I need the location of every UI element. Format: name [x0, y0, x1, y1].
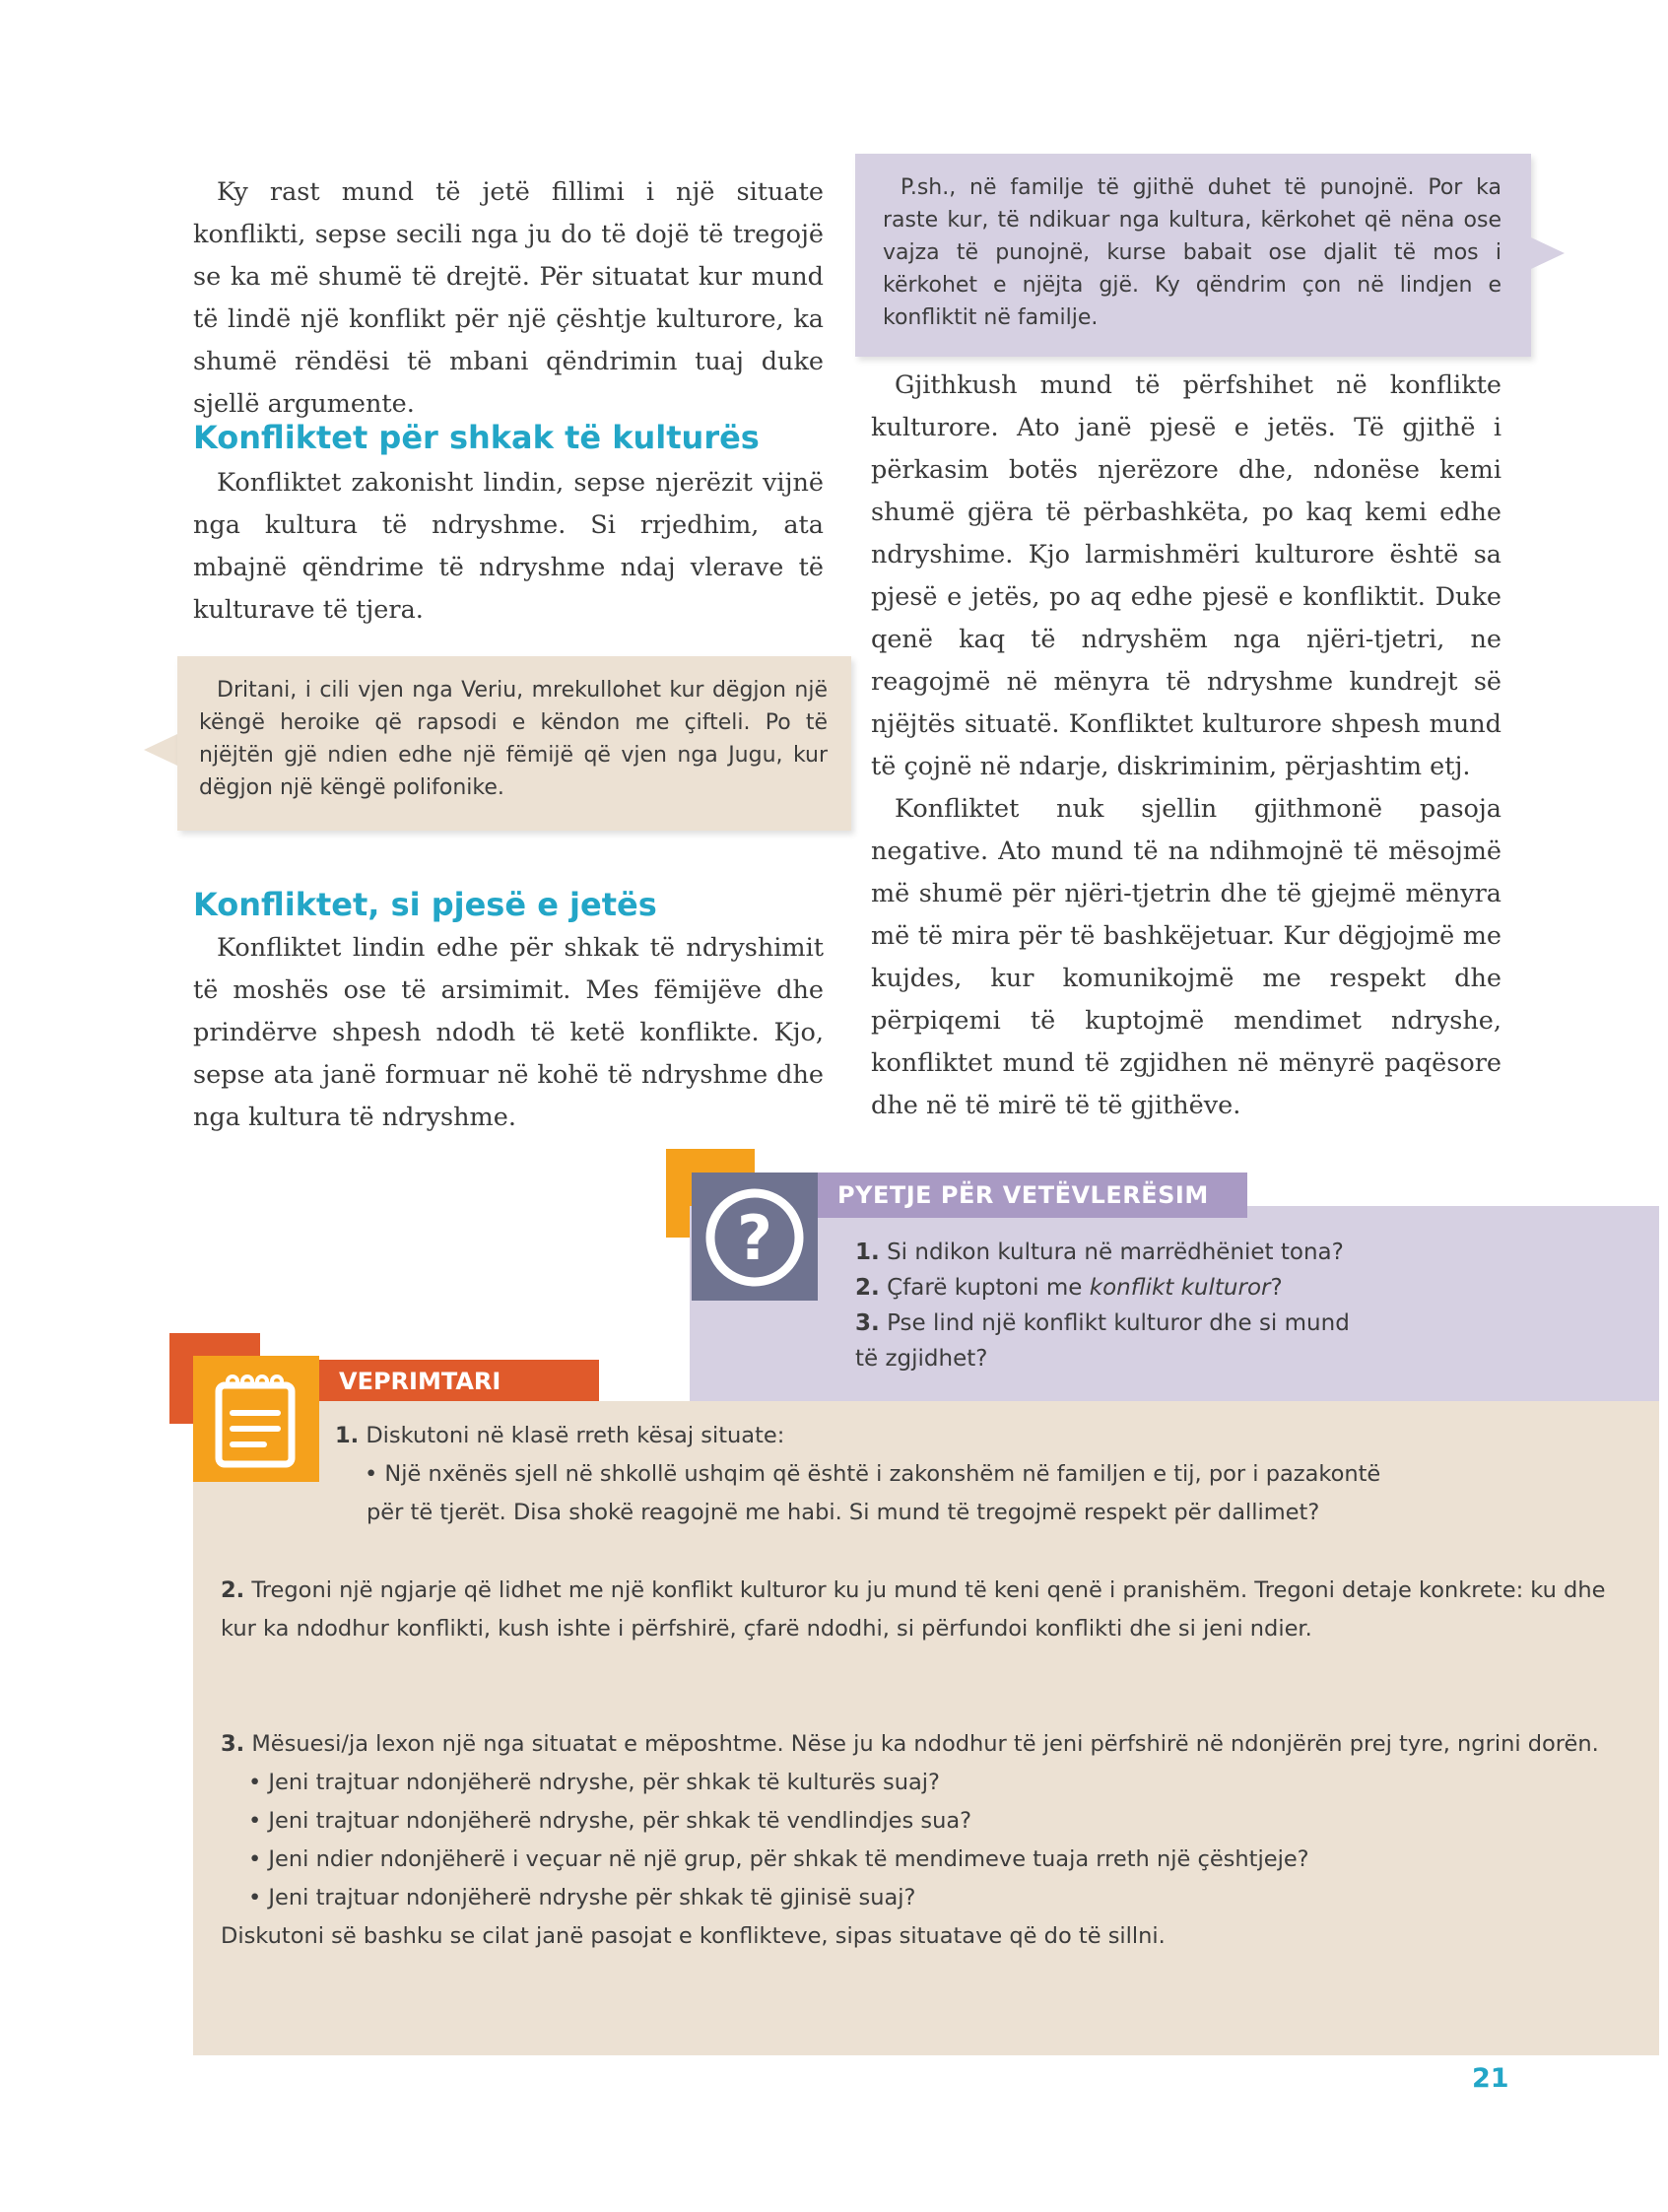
question-3-cont: të zgjidhet? — [855, 1346, 988, 1372]
activity-item-3: 3. Mësuesi/ja lexon një nga situatat e mëposhtme. Nëse ju ka ndodhur të jeni përfshirë në ndonjërën prej tyre, ngrini dorën. • Jeni trajtuar ndonjëherë ndryshe, për shkak të kulturës suaj? • Jeni trajtuar ndonjëherë ndryshe, për shkak të vendlindjes sua? • Jeni ndier ndonjëherë i veçuar në një grup, për shkak të mendimeve tuaja rreth një çështjeje? • Jeni trajtuar ndonjëherë ndryshe për shkak të gjinisë suaj? Diskutoni së bashku se cilat janë pasojat e konflikteve, sipas situatave që do të sillni. — [221, 1725, 1639, 1956]
intro-paragraph: Ky rast mund të jetë fillimi i një situate konflikti, sepse secili nga ju do të dojë të tregojë se ka më shumë të drejtë. Për situatat kur mund të lindë një konflikt për një çështje kulturore, ka shumë rëndësi të mbani qëndrimin tuaj duke sjellë argumente. — [193, 177, 824, 419]
heading-culture-conflicts: Konfliktet për shkak të kulturës — [193, 419, 760, 456]
example-box-family-pointer — [1531, 237, 1565, 269]
culture-conflicts-paragraph: Konfliktet zakonisht lindin, sepse njerëzit vijnë nga kultura të ndryshme. Si rrjedhim, ata mbajnë qëndrime të ndryshme ndaj vlerave të kulturave të tjera. — [193, 468, 824, 625]
activity-closing: Diskutoni së bashku se cilat janë pasojat e konflikteve, sipas situatave që do të sillni. — [221, 1923, 1166, 1949]
self-assessment-title-bar — [816, 1173, 1247, 1218]
svg-text:?: ? — [737, 1202, 772, 1274]
activity-3-bullet-4: • Jeni trajtuar ndonjëherë ndryshe për shkak të gjinisë suaj? — [248, 1885, 916, 1910]
page-number: 21 — [1472, 2063, 1509, 2094]
conflicts-life-paragraph: Konfliktet lindin edhe për shkak të ndryshimit të moshës ose të arsimimit. Mes fëmijëve dhe prindërve shpesh ndodh të ketë konflikte. Kjo, sepse ata janë formuar në kohë të ndryshme dhe nga kultura të ndryshme. — [193, 933, 824, 1132]
activity-item-1: 1. Diskutoni në klasë rreth kësaj situate: • Një nxënës sjell në shkollë ushqim që është i zakonshëm në familjen e tij, por i pazakontë për të tjerët. Disa shokë reagojnë me habi. Si mund të tregojmë respekt për dallimet? — [335, 1423, 1381, 1525]
question-2: 2. Çfarë kuptoni me konflikt kulturor? — [855, 1275, 1283, 1301]
question-icon-tile — [692, 1173, 818, 1301]
activity-3-bullet-3: • Jeni ndier ndonjëherë i veçuar në një grup, për shkak të mendimeve tuaja rreth një çështjeje? — [248, 1846, 1309, 1872]
example-box-pointer — [144, 734, 177, 766]
notepad-icon-tile — [193, 1356, 319, 1482]
example-box-dritani: Dritani, i cili vjen nga Veriu, mrekullohet kur dëgjon një këngë heroike që rapsodi e këndon me çifteli. Po të njëjtën gjë ndien edhe një fëmijë që vjen nga Jugu, kur dëgjon një këngë polifonike. — [177, 656, 851, 831]
question-1: 1. Si ndikon kultura në marrëdhëniet tona? — [855, 1240, 1344, 1265]
question-mark-icon — [692, 1173, 818, 1301]
activity-3-bullet-2: • Jeni trajtuar ndonjëherë ndryshe, për shkak të vendlindjes sua? — [248, 1808, 972, 1834]
question-3: 3. Pse lind një konflikt kulturor dhe si mund — [855, 1310, 1350, 1336]
self-assessment-questions — [855, 1235, 1643, 1376]
activity-title-bar — [319, 1360, 599, 1401]
notepad-icon — [193, 1356, 319, 1482]
activity-title: VEPRIMTARI — [339, 1368, 501, 1395]
activity-item-2: 2. Tregoni një ngjarje që lidhet me një konflikt kulturor ku ju mund të keni qenë i pranishëm. Tregoni detaje konkrete: ku dhe kur ka ndodhur konflikti, kush ishte i përfshirë, çfarë ndodhi, si përfundoi konflikti dhe si jeni ndier. — [221, 1577, 1606, 1642]
heading-conflicts-part-of-life: Konfliktet, si pjesë e jetës — [193, 886, 657, 923]
activity-3-bullet-1: • Jeni trajtuar ndonjëherë ndryshe, për shkak të kulturës suaj? — [248, 1770, 941, 1795]
self-assessment-title: PYETJE PËR VETËVLERËSIM — [837, 1181, 1209, 1209]
example-box-family: P.sh., në familje të gjithë duhet të punojnë. Por ka raste kur, të ndikuar nga kultura, kërkohet që nëna ose vajza të punojnë, kurse babait ose djalit të mos i kërkohet e njëjta gjë. Ky qëndrim çon në lindjen e konfliktit në familje. — [855, 154, 1531, 357]
right-column-text: Gjithkush mund të përfshihet në konflikte kulturore. Ato janë pjesë e jetës. Të gjithë i përkasim botës njerëzore dhe, ndonëse kemi shumë gjëra të përbashkëta, po kaq kemi edhe ndryshime. Kjo larmishmëri kulturore është sa pjesë e jetës, po aq edhe pjesë e konfliktit. Duke qenë kaq të ndryshëm nga njëri-tjetri, ne reagojmë në mënyra të ndryshme kundrejt së njëjtës situatë. Konfliktet kulturore shpesh mund të çojnë në ndarje, diskriminim, përjashtim etj. Konfliktet nuk sjellin gjithmonë pasoja negative. Ato mund të na ndihmojnë të mësojmë më shumë për njëri-tjetrin dhe të gjejmë mënyra më të mira për të bashkëjetuar. Kur dëgjojmë me kujdes, kur komunikojmë me respekt dhe përpiqemi të kuptojmë mendimet ndryshe, konfliktet mund të zgjidhen në mënyrë paqësore dhe në të mirë të të gjithëve. — [871, 370, 1501, 1120]
